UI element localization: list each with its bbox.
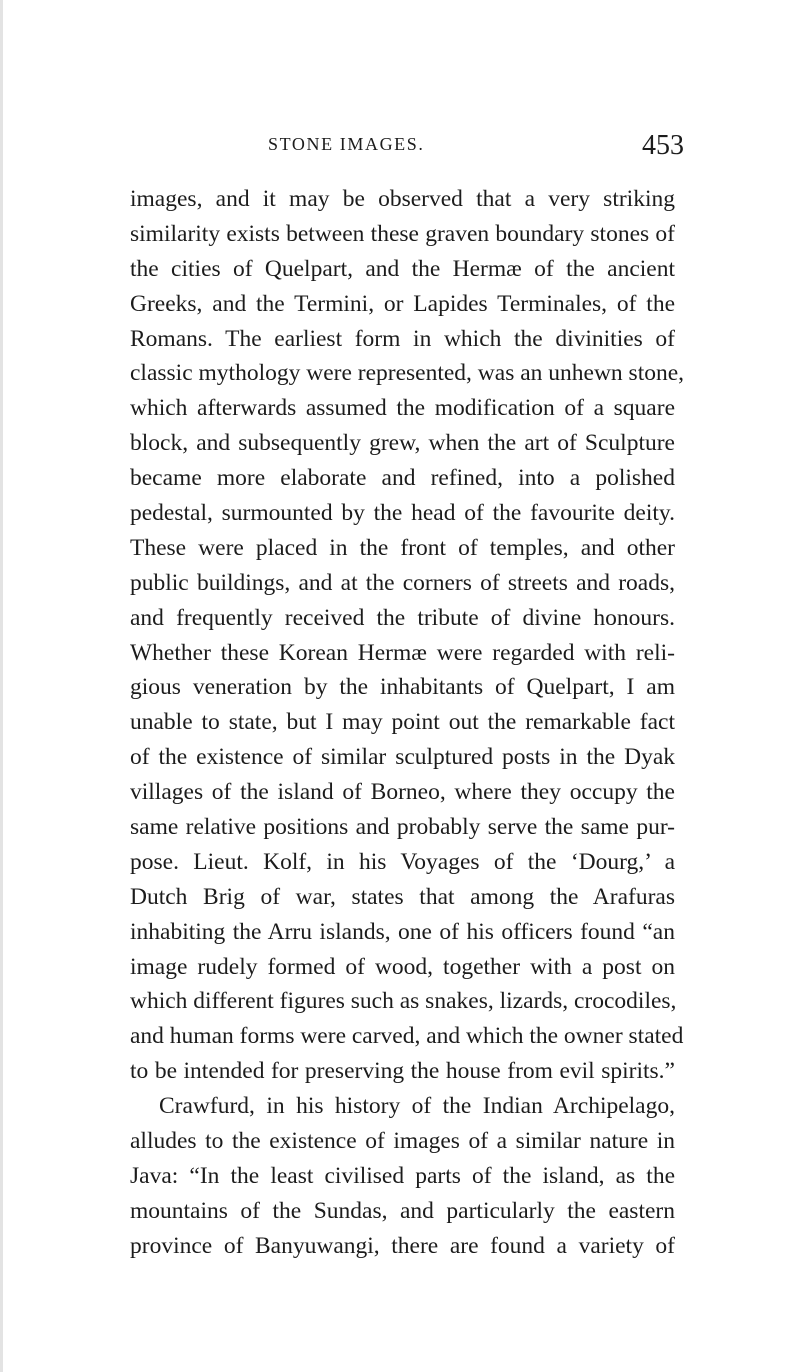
text-line: Java: “In the least civilised parts of the island, as the: [130, 1162, 675, 1189]
text-line: which different figures such as snakes, lizards, crocodiles,: [130, 988, 677, 1015]
text-line: villages of the island of Borneo, where they occupy the: [130, 779, 675, 806]
text-line: gious veneration by the inhabitants of Quelpart, I am: [130, 674, 675, 701]
text-line: similarity exists between these graven boundary stones of: [130, 220, 675, 247]
text-line: of the existence of similar sculptured posts in the Dyak: [130, 744, 675, 771]
text-line: the cities of Quelpart, and the Hermæ of the ancient: [130, 255, 675, 282]
text-line: which afterwards assumed the modification of a square: [130, 395, 675, 422]
text-line: Greeks, and the Termini, or Lapides Terminales, of the: [130, 290, 675, 317]
text-line: became more elaborate and refined, into a polished: [130, 465, 675, 492]
running-title: STONE IMAGES.: [268, 134, 425, 154]
text-line: images, and it may be observed that a very striking: [130, 186, 675, 212]
text-line: image rudely formed of wood, together with a post on: [130, 953, 675, 980]
text-line: Dutch Brig of war, states that among the Arafuras: [130, 883, 675, 910]
text-line-paragraph-start: Crawfurd, in his history of the Indian Archipelago,: [159, 1093, 675, 1120]
text-line: unable to state, but I may point out the remarkable fact: [130, 709, 675, 736]
text-line: public buildings, and at the corners of streets and roads,: [130, 569, 675, 596]
body-text: [130, 182, 685, 1264]
page-number: 453: [642, 130, 684, 161]
text-line: pose. Lieut. Kolf, in his Voyages of the ‘Dourg,’ a: [130, 848, 675, 875]
text-line: pedestal, surmounted by the head of the favourite deity.: [130, 500, 675, 527]
text-line: Whether these Korean Hermæ were regarded with reli-: [130, 639, 675, 666]
text-line: alludes to the existence of images of a similar nature in: [130, 1128, 675, 1155]
text-line: Romans. The earliest form in which the divinities of: [130, 325, 675, 352]
text-line: block, and subsequently grew, when the art of Sculpture: [130, 430, 675, 457]
text-line: and human forms were carved, and which the owner stated: [130, 1023, 684, 1050]
text-line: inhabiting the Arru islands, one of his officers found “an: [130, 918, 675, 945]
page-edge-shadow: [0, 0, 3, 1372]
running-header: [0, 130, 800, 164]
text-line: to be intended for preserving the house from evil spirits.”: [130, 1058, 675, 1085]
text-line: These were placed in the front of temples, and other: [130, 534, 675, 561]
text-line: same relative positions and probably serve the same pur-: [130, 814, 675, 841]
text-line: province of Banyuwangi, there are found a variety of: [130, 1232, 675, 1259]
text-line: mountains of the Sundas, and particularly the eastern: [130, 1197, 675, 1224]
text-line: and frequently received the tribute of divine honours.: [130, 604, 675, 631]
text-line: classic mythology were represented, was an unhewn stone,: [130, 360, 685, 387]
